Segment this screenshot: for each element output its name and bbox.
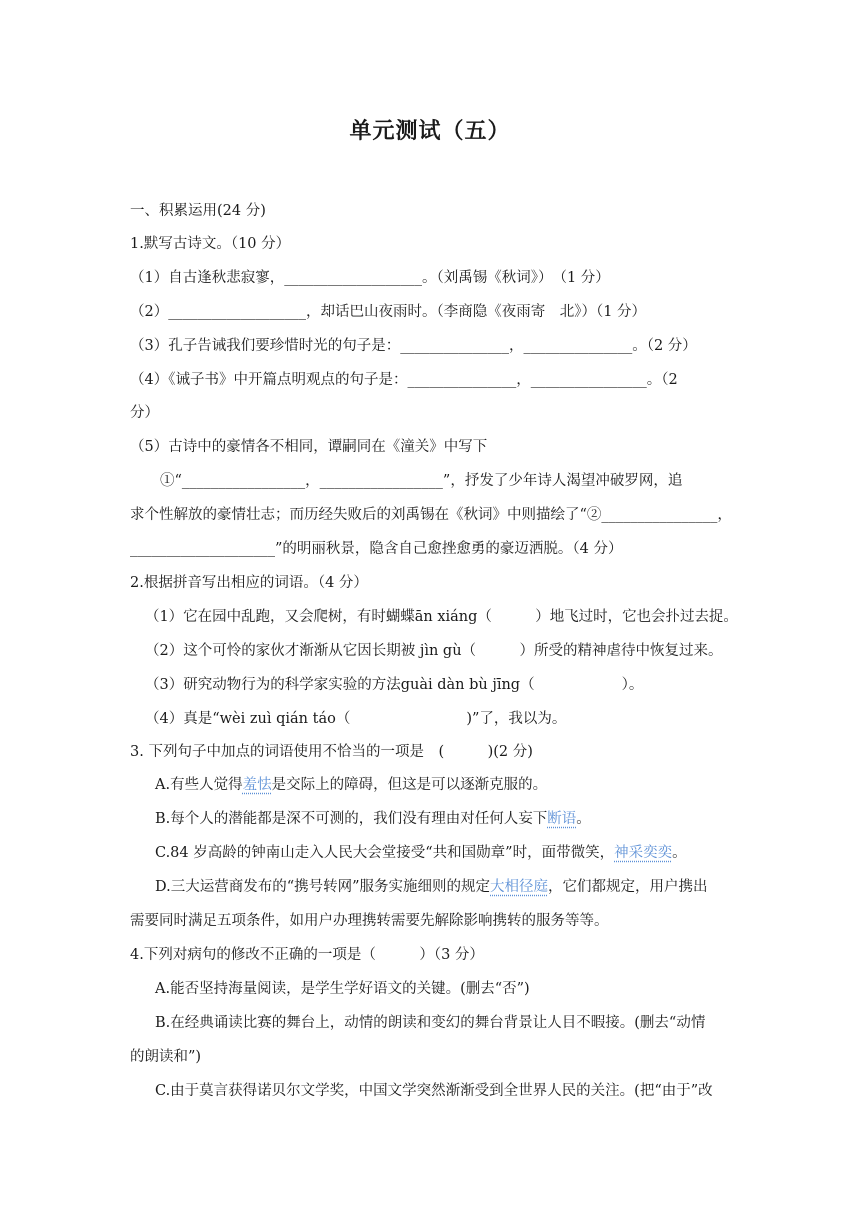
question-1-item-1: （1）自古逢秋悲寂寥，___________________。（刘禹锡《秋词》） （1 分） [130, 270, 610, 286]
question-3-option-c [155, 843, 687, 863]
question-4-heading: 4.下列对病句的修改不正确的一项是（ ）（3 分） [130, 947, 484, 963]
page-title: 单元测试（五） [349, 119, 511, 144]
option-c-suffix: 。 [672, 845, 687, 861]
question-2-heading: 2.根据拼音写出相应的词语。（4 分） [130, 575, 368, 591]
question-1-item-4-cont: 分） [130, 405, 159, 421]
option-b-prefix: B.每个人的潜能都是深不可测的，我们没有理由对任何人妄下 [155, 811, 548, 827]
question-2-item-2: （2）这个可怜的家伙才渐渐从它因长期被 jìn gù（ ）所受的精神虐待中恢复过来。 [145, 643, 723, 659]
question-1-item-5-line-2: 求个性解放的豪情壮志；而历经失败后的刘禹锡在《秋词》中则描绘了“②________________， [130, 507, 732, 523]
question-2-item-1: （1）它在园中乱跑，又会爬树，有时蝴蝶ān xiáng（ ）地飞过时，它也会扑过去捉。 [145, 609, 738, 625]
option-b-emphasis-word: 断语 [547, 811, 577, 827]
question-3-option-d-cont: 需要同时满足五项条件，如用户办理携转需要先解除影响携转的服务等等。 [130, 913, 609, 929]
question-3-option-d [155, 877, 708, 897]
option-d-emphasis-word: 大相径庭 [490, 879, 549, 895]
question-4-option-c: C.由于莫言获得诺贝尔文学奖，中国文学突然渐渐受到全世界人民的关注。(把“由于”改 [155, 1083, 713, 1099]
question-2-item-4: （4）真是“wèi zuì qián táo（ )”了，我以为。 [145, 711, 567, 727]
question-3-option-b [155, 809, 591, 829]
question-3-heading: 3. 下列句子中加点的词语使用不恰当的一项是 ( )(2 分) [130, 744, 533, 760]
question-2-item-3: （3）研究动物行为的科学家实验的方法guài dàn bù jīng（ ）。 [145, 677, 644, 693]
question-1-heading: 1.默写古诗文。（10 分） [130, 236, 291, 252]
question-1-item-5-line-1: ①“_________________，_________________”，抒发了少年诗人渴望冲破罗网，追 [160, 473, 683, 489]
option-d-suffix: ，它们都规定，用户携出 [548, 879, 708, 895]
question-1-item-4: （4）《诫子书》中开篇点明观点的句子是：_______________，________________。（2 [130, 372, 678, 388]
question-1-item-5: （5）古诗中的豪情各不相同，谭嗣同在《潼关》中写下 [130, 439, 488, 455]
question-4-option-b: B.在经典诵读比赛的舞台上，动情的朗读和变幻的舞台背景让人目不暇接。(删去“动情 [155, 1015, 706, 1031]
option-b-suffix: 。 [576, 811, 591, 827]
question-3-option-a [155, 775, 547, 795]
option-c-emphasis-word: 神采奕奕 [614, 845, 673, 861]
question-1-item-5-line-3: ____________________”的明丽秋景，隐含自己愈挫愈勇的豪迈洒脱。（4 分） [130, 541, 623, 557]
question-1-item-3: （3）孔子告诫我们要珍惜时光的句子是：_______________，_______________。（2 分） [130, 338, 697, 354]
section-heading: 一、积累运用(24 分) [130, 203, 266, 219]
option-a-suffix: 是交际上的障碍，但这是可以逐渐克服的。 [271, 777, 548, 793]
question-1-item-2: （2）___________________，却话巴山夜雨时。（李商隐《夜雨寄 北》）（1 分） [130, 304, 647, 320]
question-4-option-b-cont: 的朗读和”) [130, 1049, 202, 1065]
option-a-emphasis-word: 羞怯 [242, 777, 272, 793]
option-c-prefix: C.84 岁高龄的钟南山走入人民大会堂接受“共和国勋章”时，面带微笑， [155, 845, 615, 861]
question-4-option-a: A.能否坚持海量阅读，是学生学好语文的关键。(删去“否”) [155, 981, 530, 997]
option-a-prefix: A.有些人觉得 [155, 777, 243, 793]
option-d-prefix: D.三大运营商发布的“携号转网”服务实施细则的规定 [155, 879, 491, 895]
